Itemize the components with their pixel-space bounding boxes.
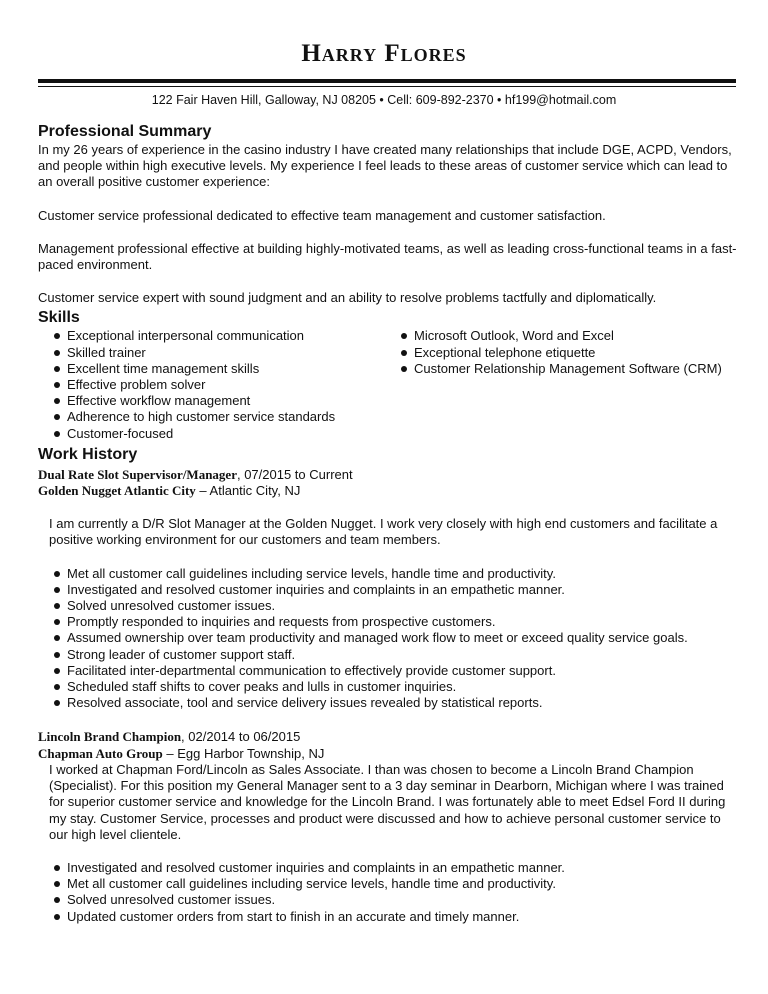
- skill-item: Exceptional interpersonal communication: [38, 328, 385, 344]
- job-location: – Egg Harbor Township, NJ: [162, 745, 325, 761]
- job-bullet: Met all customer call guidelines including service levels, handle time and productivity.: [38, 876, 738, 892]
- skill-item: Effective workflow management: [38, 393, 385, 409]
- summary-paragraph: Management professional effective at building highly-motivated teams, as well as leading cross-functional teams in a fast-paced environment.: [38, 240, 737, 273]
- job-title: Lincoln Brand Champion: [38, 729, 182, 745]
- contact-line: 122 Fair Haven Hill, Galloway, NJ 08205 • Cell: 609-892-2370 • hf199@hotmail.com: [151, 93, 617, 107]
- skill-item: Adherence to high customer service standards: [38, 409, 385, 425]
- job-entry: [38, 467, 738, 730]
- job-entry: [38, 729, 738, 924]
- job-company-line: [38, 483, 738, 499]
- job-bullet: Investigated and resolved customer inquiries and complaints in an empathetic manner.: [38, 582, 738, 598]
- job-bullet: Facilitated inter-departmental communication to effectively provide customer support.: [38, 663, 738, 679]
- job-title-line: [38, 467, 738, 483]
- skill-item: Skilled trainer: [38, 345, 385, 361]
- job-description: I worked at Chapman Ford/Lincoln as Sales Associate. I than was chosen to become a Lincoln Brand Champion (Specialist). For this position my General Manager sent to a 3 day seminar in Dearborn, Michigan where I was trained for superior customer service and knowledge for the Lincoln Brand. I was fortunately able to meet Edsel Ford II during my stay. Customer Service, processes and product were discussed and how to achieve personal customer service to our high level clientele.: [49, 761, 726, 842]
- job-bullet: Resolved associate, tool and service delivery issues revealed by statistical reports.: [38, 695, 738, 711]
- job-bullet: Met all customer call guidelines including service levels, handle time and productivity.: [38, 566, 738, 582]
- skill-item: Exceptional telephone etiquette: [385, 345, 722, 361]
- skill-item: Excellent time management skills: [38, 361, 385, 377]
- summary-paragraph: Customer service expert with sound judgment and an ability to resolve problems tactfully and diplomatically.: [38, 290, 657, 306]
- job-company: Chapman Auto Group: [38, 745, 163, 761]
- section-title-work-history: Work History: [38, 445, 138, 463]
- resume-body: [38, 122, 738, 925]
- job-company-line: [38, 746, 738, 762]
- skill-item: Customer-focused: [38, 426, 385, 442]
- skill-item: Microsoft Outlook, Word and Excel: [385, 328, 722, 344]
- job-bullet: Strong leader of customer support staff.: [38, 647, 738, 663]
- job-bullet: Promptly responded to inquiries and requests from prospective customers.: [38, 614, 738, 630]
- section-title-skills: Skills: [38, 309, 80, 327]
- summary-paragraph: In my 26 years of experience in the casino industry I have created many relationships that include DGE, ACPD, Vendors, and people within high executive levels. My experience I feel leads to these areas of customer service which can lead to an overall positive customer experience:: [38, 142, 732, 190]
- job-dates: , 07/2015 to Current: [236, 466, 353, 482]
- job-bullet: Solved unresolved customer issues.: [38, 598, 738, 614]
- header-rule-thin: [38, 86, 736, 87]
- job-bullet: Investigated and resolved customer inquiries and complaints in an empathetic manner.: [38, 860, 738, 876]
- skills-left-column: [38, 328, 385, 441]
- job-bullets: [38, 860, 738, 925]
- job-bullet: Updated customer orders from start to finish in an accurate and timely manner.: [38, 909, 738, 925]
- job-dates: , 02/2014 to 06/2015: [181, 729, 301, 745]
- job-location: – Atlantic City, NJ: [195, 483, 301, 499]
- job-title: Dual Rate Slot Supervisor/Manager: [38, 466, 237, 482]
- job-title-line: [38, 729, 738, 745]
- summary-paragraph: Customer service professional dedicated to effective team management and customer satisfaction.: [38, 207, 606, 223]
- job-bullets: [38, 566, 738, 712]
- skill-item: Customer Relationship Management Software (CRM): [385, 361, 722, 377]
- skill-item: Effective problem solver: [38, 377, 385, 393]
- job-description: I am currently a D/R Slot Manager at the Golden Nugget. I work very closely with high end customers and facilitate a positive working environment for our customers and team members.: [49, 516, 718, 548]
- job-bullet: Scheduled staff shifts to cover peaks and lulls in customer inquiries.: [38, 679, 738, 695]
- candidate-name: Harry Flores: [301, 40, 467, 67]
- skills-right-column: [385, 328, 722, 441]
- header-rule-thick: [38, 79, 736, 83]
- job-company: Golden Nugget Atlantic City: [38, 483, 196, 499]
- job-bullet: Assumed ownership over team productivity and managed work flow to meet or exceed quality service goals.: [38, 630, 738, 646]
- section-title-summary: Professional Summary: [38, 123, 212, 140]
- skills-list: [38, 328, 738, 441]
- job-bullet: Solved unresolved customer issues.: [38, 892, 738, 908]
